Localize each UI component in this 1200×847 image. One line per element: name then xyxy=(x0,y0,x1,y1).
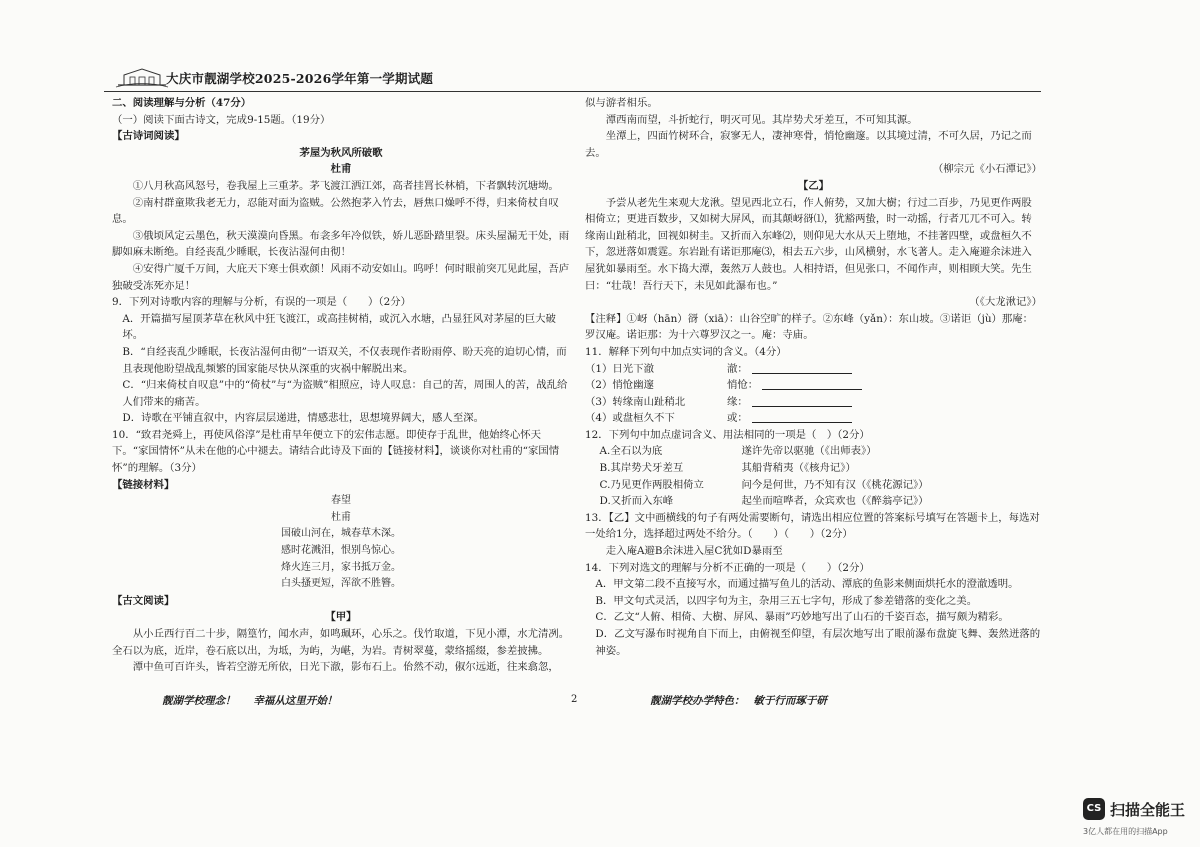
question-12: 12．下列句中加点虚词含义、用法相同的一项是（ ）（2分） xyxy=(585,428,870,441)
answer-blank[interactable] xyxy=(762,377,862,390)
classical-heading: 【古文阅读】 xyxy=(112,594,175,607)
question-9: 9．下列对诗歌内容的理解与分析，有误的一项是（ ）（2分） xyxy=(112,296,411,309)
q14-option-d: D．乙文写瀑布时视角自下而上，由俯视至仰望，有层次地写出了眼前瀑布盘旋飞舞、轰然迸落的神姿。 xyxy=(595,628,1041,657)
q12-pair xyxy=(585,443,1042,460)
q11-word: 缘： xyxy=(727,395,748,408)
yi-label: 【乙】 xyxy=(797,179,830,192)
poem-paragraph: ②南村群童欺我老无力，忍能对面为盗贼。公然抱茅入竹去，唇焦口燥呼不得，归来倚杖自叹息。 xyxy=(112,196,559,226)
header-rule xyxy=(104,91,1041,92)
q11-item xyxy=(585,361,1042,378)
q9-option-a: A．开篇描写屋顶茅草在秋风中狂飞渡江，或高挂树梢，或沉入水塘，凸显狂风对茅屋的巨大破坏。 xyxy=(122,312,556,342)
q14-option-c: C．乙文“人俯、相倚、大樹、屏风、暴雨”巧妙地写出了山石的千姿百态，描写颇为精彩。 xyxy=(595,611,1009,624)
q12-pair xyxy=(585,477,1042,494)
right-column xyxy=(585,95,1042,659)
question-11: 11．解释下列句中加点实词的含义。（4分） xyxy=(585,345,787,358)
jia-paragraph: 坐潭上，四面竹树环合，寂寥无人，凄神寒骨，悄怆幽邃。以其境过清，不可久居，乃记之而去。 xyxy=(585,130,1032,159)
reading-intro: （一）阅读下面古诗文，完成9-15题。（19分） xyxy=(112,113,331,126)
q11-word: 悄怆： xyxy=(727,379,759,392)
right-footer: 靓湖学校办学特色： 敏于行而琢于研 xyxy=(650,695,827,707)
q11-word: 澈： xyxy=(727,362,748,375)
yi-paragraph: 予尝从老先生来观大龙湫。望见西北立石，作人俯势，又加大樹；行过二百步，乃见更作两股相倚立；更进百数步，又如树大屏风，而其颠岈谺⑴，犹豁两蛰，时一动摇，行者兀兀不可入。转缘南山趾稍北，回视如树圭。又折而入东峰⑵，则仰见大水从天上堕地，不挂著四壁，或盘桓久不下，忽迸落如震霆。东岩趾有诺讵那庵⑶，相去五六步，山风横射，水飞著人。走入庵避余沫进入屋犹如暴雨至。水下捣大潭，轰然万人鼓也。人相持语，但见张口，不闻作声，则相顾大笑。先生曰：“壮哉！吾行天下，未见如此瀑布也。” xyxy=(585,196,1032,292)
q14-option-b: B．甲文句式灵活，以四字句为主，杂用三五七字句，形成了参差错落的变化之美。 xyxy=(595,594,978,607)
link-poem-title: 春望 xyxy=(331,495,351,507)
jia-paragraph: 潭西南而望，斗折蛇行，明灭可见。其岸势犬牙差互，不可知其源。 xyxy=(605,113,918,126)
q11-phrase: （4）或盘桓久不下 xyxy=(585,412,675,425)
jia-continuation: 似与游者相乐。 xyxy=(585,97,658,109)
question-14: 14．下列对选文的理解与分析不正确的一项是（ ）（2分） xyxy=(585,561,870,574)
q12-right: 遂许先帝以驱驰（《出师表》） xyxy=(741,445,877,458)
q12-right: 起坐而喧哗者，众宾欢也（《醉翁亭记》） xyxy=(741,495,929,508)
q12-left: D.又折而入东峰 xyxy=(599,495,674,508)
poem-paragraph: ④安得广厦千万间，大庇天下寒士俱欢颜！风雨不动安如山。呜呼！何时眼前突兀见此屋，吾庐独破受冻死亦足！ xyxy=(112,262,570,292)
link-poem-line: 感时花溅泪，恨别鸟惊心。 xyxy=(281,545,401,557)
jia-source: （柳宗元《小石潭记》） xyxy=(932,163,1042,176)
q11-item xyxy=(585,377,1042,394)
page-header xyxy=(104,66,1041,92)
ancient-poem-heading: 【古诗词阅读】 xyxy=(112,130,185,143)
school-logo xyxy=(114,66,170,88)
q12-right: 问今是何世，乃不知有汉（《桃花源记》） xyxy=(741,478,929,491)
annotation-note: 【注释】①岈（hān）谺（xiā）：山谷空旷的样子。②东峰（yǎn）：东山坡。③诺讵（jù）那庵：罗汉庵。诺讵那：为十六尊罗汉之一。庵：寺庙。 xyxy=(585,312,1034,342)
link-poem-line: 国破山河在，城春草木深。 xyxy=(281,528,401,540)
q11-phrase: （1）日光下澈 xyxy=(585,362,654,375)
q12-left: B.其岸势犬牙差互 xyxy=(599,462,684,475)
camscanner-logo-icon: CS xyxy=(1083,798,1105,820)
answer-blank[interactable] xyxy=(752,361,852,374)
q12-pair xyxy=(585,493,1042,510)
page-number: 2 xyxy=(571,694,578,705)
q12-left: A.全石以为底 xyxy=(599,445,663,458)
q12-left: C.乃见更作两股相倚立 xyxy=(599,478,704,491)
left-column xyxy=(112,95,570,676)
link-material-heading: 【链接材料】 xyxy=(112,478,175,491)
q9-option-d: D．诗歌在平铺直叙中，内容层层递进，情感悲壮，思想境界阔大，感人至深。 xyxy=(122,412,484,425)
q11-phrase: （2）悄怆幽邃 xyxy=(585,379,654,392)
section-title: 二、阅读理解与分析（47分） xyxy=(112,97,252,109)
poem-paragraph: ①八月秋高风怒号，卷我屋上三重茅。茅飞渡江洒江郊，高者挂罥长林梢，下者飘转沉塘坳。 xyxy=(132,179,559,192)
answer-blank[interactable] xyxy=(752,410,852,423)
link-poem-author: 杜甫 xyxy=(331,511,351,523)
q9-option-c: C．“归来倚杖自叹息”中的“倚杖”与“为盗贼”相照应，诗人叹息：自己的苦，周围人的苦，战乱给人们带来的痛苦。 xyxy=(122,379,568,408)
q14-option-a: A．甲文第二段不直接写水，而通过描写鱼儿的活动、潭底的鱼影来侧面烘托水的澄澈透明。 xyxy=(595,578,1019,591)
poem-paragraph: ③俄顷风定云墨色，秋天漠漠向昏黑。布衾多年冷似铁，娇儿恶卧踏里裂。床头屋漏无干处，雨脚如麻未断绝。自经丧乱少睡眠，长夜沾湿何由彻！ xyxy=(112,229,570,259)
poem-title: 茅屋为秋风所破歌 xyxy=(299,146,383,159)
school-title: 大庆市靓湖学校2025-2026学年第一学期试题 xyxy=(166,71,434,86)
left-footer: 靓湖学校理念！ 幸福从这里开始！ xyxy=(162,695,338,707)
jia-label: 【甲】 xyxy=(325,611,357,624)
q12-right: 其船背稍夷（《核舟记》） xyxy=(741,462,856,475)
link-poem-line: 烽火连三月，家书抵万金。 xyxy=(281,561,401,573)
question-10: 10．“致君尧舜上，再使风俗淳”是杜甫早年便立下的宏伟志愿。即使存于乱世，他始终心怀天下。“家国情怀”从未在他的心中褪去。请结合此诗及下面的【链接材料】，谈谈你对杜甫的“家国情怀”的理解。（3分） xyxy=(112,428,560,475)
poem-author: 杜甫 xyxy=(330,163,352,176)
jia-paragraph: 从小丘西行百二十步，隔篁竹，闻水声，如鸣珮环，心乐之。伐竹取道，下见小潭，水尤清冽。全石以为底，近岸，卷石底以出，为坻，为屿，为嵁，为岩。青树翠蔓，蒙络摇缀，参差披拂。 xyxy=(112,628,570,657)
q13-sentence: 走入庵A避B余沫进入屋C犹如D暴雨至 xyxy=(605,545,783,558)
q11-phrase: （3）转缘南山趾稍北 xyxy=(585,395,686,408)
q12-pair xyxy=(585,460,1042,477)
answer-blank[interactable] xyxy=(752,394,852,407)
q9-option-b: B．“自经丧乱少睡眠，长夜沾湿何由彻”一语双关，不仅表现作者盼雨停、盼天亮的迫切心情，而且表现他盼望战乱频繁的国家能尽快从深重的灾祸中解脱出来。 xyxy=(122,345,567,375)
q11-item xyxy=(585,394,1042,411)
link-poem-line: 白头搔更短，浑欲不胜簪。 xyxy=(281,578,401,590)
q11-item xyxy=(585,410,1042,427)
camscanner-name: 扫描全能王 xyxy=(1110,801,1186,819)
yi-source: （《大龙湫记》） xyxy=(969,296,1042,309)
question-13: 13．【乙】文中画横线的句子有两处需要断句，请选出相应位置的答案标号填写在答题卡上，每选对一处给1分，选择超过两处不给分。（ ）（ ）（2分） xyxy=(585,511,1040,541)
q11-word: 或： xyxy=(727,412,748,425)
jia-paragraph: 潭中鱼可百许头，皆若空游无所依，日光下澈，影布石上。佁然不动，俶尔远逝，往来翕忽， xyxy=(132,661,559,674)
camscanner-tagline: 3亿人都在用的扫描App xyxy=(1083,827,1168,836)
